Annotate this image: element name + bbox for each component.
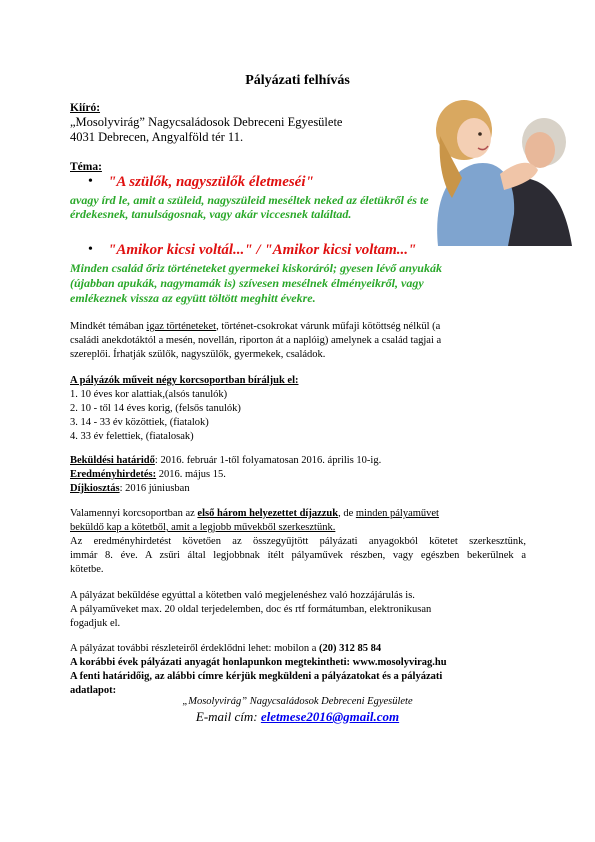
contact-phone: (20) 312 85 84 — [319, 643, 382, 654]
deadline-row — [70, 454, 381, 468]
theme-1-desc-line-1: avagy írd le, amit a szüleid, nagyszüleid meséltek neked az életükről és te — [70, 193, 429, 207]
format-line-2: fogadjuk el. — [70, 618, 121, 629]
award-label: Díjkiosztás — [70, 483, 120, 494]
age-group-item: 3. 14 - 33 év közöttiek, (fiatalok) — [70, 417, 209, 428]
footer-org: „Mosolyvirág” Nagycsaládosok Debreceni Egyesülete — [182, 696, 413, 707]
age-group-item: 2. 10 - től 14 éves korig, (felsős tanulók) — [70, 403, 241, 414]
contact-line-1 — [70, 642, 381, 656]
deadline-label: Beküldési határidő — [70, 455, 155, 466]
prizes-mid: , de — [338, 508, 356, 519]
deadline-value: : 2016. február 1-től folyamatosan 2016. április 10-ig. — [154, 455, 382, 466]
theme-2-desc-line-1: Minden család őriz történeteket gyermekei kiskoráról; gyesen lévő anyukák — [70, 261, 442, 275]
page-title: Pályázati felhívás — [245, 73, 350, 88]
issuer-name: „Mosolyvirág” Nagycsaládosok Debreceni Egyesülete — [70, 115, 343, 129]
age-groups-heading: A pályázók műveit négy korcsoportban bíráljuk el: — [70, 375, 299, 386]
theme-label: Téma: — [70, 161, 102, 173]
prizes-line-1 — [70, 507, 439, 521]
email-link[interactable]: eletmese2016@gmail.com — [260, 709, 400, 724]
intro-line-1 — [70, 320, 440, 334]
theme-2-title: "Amikor kicsi voltál..." / "Amikor kicsi voltam..." — [108, 242, 417, 258]
intro-pre: Mindkét témában — [70, 321, 147, 332]
results-row — [70, 468, 226, 482]
intro-line-3: szereplői. Írhatják szülők, nagyszülők, gyermekek, családok. — [70, 349, 326, 360]
issuer-label: Kiíró: — [70, 102, 101, 114]
age-group-item: 1. 10 éves kor alattiak,(alsós tanulók) — [70, 389, 228, 400]
theme-1-desc-line-2: érdekesnek, tanulságosnak, vagy akár viccesnek találtad. — [70, 207, 352, 221]
email-label: E-mail cím: — [195, 709, 261, 724]
footer-email-row — [0, 709, 595, 725]
prizes-line-4: immár 8. éve. A zsűri által legjobbnak ítélt pályaművek részben, vagy egészben bekerülnek a — [70, 550, 526, 561]
grandmother-child-photo — [404, 86, 580, 246]
intro-line-2: családi anekdotáktól a mesén, novellán, riporton át a naplóig) amelynek a család tagjai a — [70, 335, 442, 346]
theme-1-title: "A szülők, nagyszülők életmeséi" — [108, 174, 314, 190]
prizes-pre: Valamennyi korcsoportban az — [70, 508, 198, 519]
age-group-item: 4. 33 év felettiek, (fiatalosak) — [70, 431, 194, 442]
contact-line-2: A korábbi évek pályázati anyagát honlapunkon megtekintheti: www.mosolyvirag.hu — [70, 657, 447, 668]
contact-pre: A pályázat további részleteiről érdeklődni lehet: mobilon a — [70, 643, 320, 654]
theme-2-desc-line-3: emlékeznek vissza az együtt töltött meghitt évekre. — [70, 291, 316, 305]
prizes-bold: első három helyezettet díjazzuk — [197, 508, 339, 519]
theme-2-desc-line-2: (újabban apukák, nagymamák is) szívesen mesélnek élményeikről, vagy — [70, 276, 424, 290]
prizes-underlined: minden pályaművet — [355, 508, 439, 519]
bullet-icon: • — [88, 242, 93, 257]
intro-line-1-rest: , történet-csokrokat várunk műfaji kötöttség nélkül (a — [216, 321, 441, 332]
results-value: 2016. május 15. — [156, 469, 226, 480]
prizes-line-5: kötetbe. — [70, 564, 104, 575]
issuer-address: 4031 Debrecen, Angyalföld tér 11. — [70, 130, 244, 144]
bullet-icon: • — [88, 174, 93, 189]
contact-line-4: adatlapot: — [70, 685, 117, 696]
results-label: Eredményhirdetés: — [70, 469, 157, 480]
intro-underlined: igaz történeteket — [146, 321, 217, 332]
award-value: : 2016 júniusban — [119, 483, 190, 494]
prizes-line-3: Az eredményhirdetést követően az összegyűjtött pályázati anyagokból kötetet szerkesztünk, — [70, 536, 526, 547]
prizes-line-2: beküldő kap a kötetből, amit a legjobb művekből szerkesztünk. — [70, 522, 336, 533]
contact-line-3: A fenti határidőig, az alábbi címre kérjük megküldeni a pályázatokat és a pályázati — [70, 671, 443, 682]
award-row — [70, 482, 190, 496]
consent-text: A pályázat beküldése egyúttal a kötetben való megjelenéshez való hozzájárulás is. — [70, 590, 415, 601]
format-line-1: A pályaműveket max. 20 oldal terjedelemben, doc és rtf formátumban, elektronikusan — [70, 604, 432, 615]
